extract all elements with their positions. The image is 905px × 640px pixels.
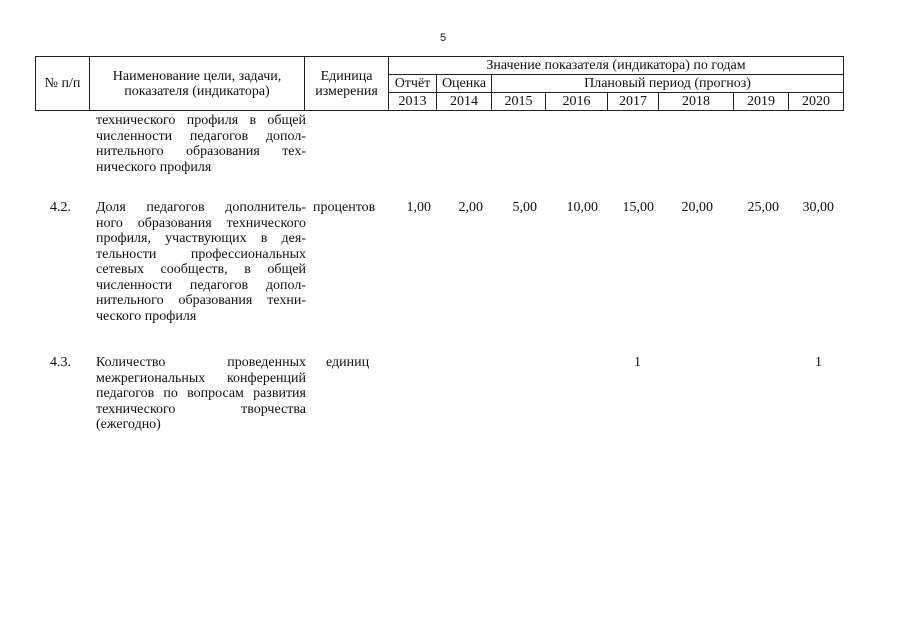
- value-cell: 2,00: [458, 200, 483, 215]
- text-line: нительного образования тех-: [96, 144, 306, 159]
- text-line: профиля, участвующих в дея-: [96, 231, 306, 246]
- value-cell: 1,00: [406, 200, 431, 215]
- header-year: 2018: [659, 93, 734, 111]
- text-line: численности педагогов допол-: [96, 128, 306, 144]
- header-report: Отчёт: [389, 75, 437, 93]
- value-cell: 20,00: [681, 200, 713, 215]
- continuation-text: [96, 113, 306, 175]
- row-name: [96, 355, 306, 433]
- text-line: педагогов по вопросам развития: [96, 386, 306, 401]
- value-cell: 25,00: [747, 200, 779, 215]
- text-line: Доля педагогов дополнитель-: [96, 200, 306, 215]
- text-line: нительного образования техни-: [96, 293, 306, 308]
- header-year: 2019: [734, 93, 789, 111]
- header-unit-col: Единица измерения: [305, 57, 389, 111]
- value-cell: 10,00: [566, 200, 598, 215]
- header-year: 2013: [389, 93, 437, 111]
- header-year: 2017: [608, 93, 659, 111]
- row-number: 4.3.: [50, 355, 71, 370]
- text-line: межрегиональных конференций: [96, 370, 306, 386]
- header-year: 2020: [789, 93, 844, 111]
- header-num-col: № п/п: [36, 57, 90, 111]
- text-line: тельности профессиональных: [96, 246, 306, 262]
- header-year: 2016: [546, 93, 608, 111]
- header-estimate: Оценка: [437, 75, 492, 93]
- text-line: технического творчества: [96, 401, 306, 417]
- text-line: ческого профиля: [96, 308, 197, 324]
- text-line: сетевых сообществ, в общей: [96, 262, 306, 277]
- header-plan-period: Плановый период (прогноз): [492, 75, 844, 93]
- value-cell: 1: [815, 355, 822, 370]
- value-cell: 5,00: [512, 200, 537, 215]
- text-line: ного образования технического: [96, 215, 306, 231]
- value-cell: 1: [634, 355, 641, 370]
- text-line: Количество проведенных: [96, 355, 306, 370]
- table-header: [35, 56, 844, 111]
- value-cell: 15,00: [622, 200, 654, 215]
- header-year: 2015: [492, 93, 546, 111]
- row-unit: процентов: [313, 200, 376, 215]
- page-number: 5: [440, 32, 447, 44]
- header-name-col: Наименование цели, задачи, показателя (индикатора): [90, 57, 305, 111]
- text-line: технического профиля в общей: [96, 113, 306, 128]
- row-unit: единиц: [326, 355, 370, 370]
- row-name: [96, 200, 306, 324]
- row-number: 4.2.: [50, 200, 71, 215]
- text-line: (ежегодно): [96, 417, 161, 432]
- value-cell: 30,00: [802, 200, 834, 215]
- text-line: численности педагогов допол-: [96, 277, 306, 293]
- header-group-title: Значение показателя (индикатора) по годам: [389, 57, 844, 75]
- text-line: нического профиля: [96, 159, 212, 175]
- header-year: 2014: [437, 93, 492, 111]
